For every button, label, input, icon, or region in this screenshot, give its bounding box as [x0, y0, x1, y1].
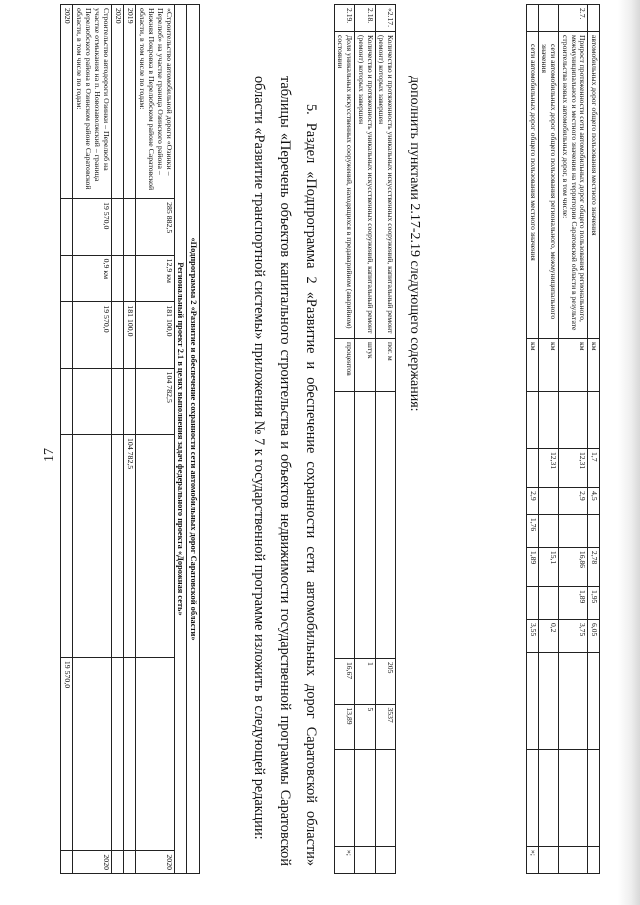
table-row: «2.17. Количество и протяженность уникальных искусственных сооружений, капитальный ремонт (ремонт) которых завершен пог. м 205 3537 [375, 5, 395, 874]
new-indicators-table [334, 4, 396, 874]
table-row: 2.7. Прирост протяженности сети автомобильных дорог общего пользования регионального, межмуниципального и местного значения на территории Саратовской области в результате строительства новых автомобильных дорог, в том числе: км 12,31 2,9 16,86 1,89 3,75 [559, 5, 588, 874]
scan-edge [618, 0, 640, 905]
lead-text: дополнить пунктами 2.17-2.19 следующего содержания: [407, 76, 422, 412]
rotated-content [8, 0, 620, 890]
body-paragraph: 5. Раздел «Подпрограмма 2 «Развитие и обеспечение сохранности сети автомобильных дорог Саратовской области» таблицы «Перечень объектов капитального строительства и объектов недвижимости государственной программы Саратовской области «Развитие транспортной системы» приложения № 7 к государственной программе изложить в следующей редакции: [251, 76, 319, 866]
table-row: 2.18. Количество и протяженность уникальных искусственных сооружений, капитальный ремонт (ремонт) которых завершен штук 1 5 [355, 5, 375, 874]
table-row: 2019 181 100,0 104 782,5 [123, 5, 135, 874]
table-row: сети автомобильных дорог общего пользования регионального, межмуниципального значения км 12,31 15,1 0,2 [538, 5, 558, 874]
table-header: Региональный проект 2.1 в целях выполнения задач федерального проекта «Дорожная сеть» [174, 5, 187, 874]
objects-table [60, 4, 200, 874]
table-row: «Строительство автомобильной дороги «Озинки – Перелюб» на участке граница Озинского района – Нижняя Покровка в Перелюбском районе Саратовской области, в том числе по годам: 285 882,5 12,9 км 181 100,0 104 782,5 2020 [135, 5, 174, 874]
table-header: «Подпрограмма 2 «Развитие и обеспечение сохранности сети автомобильных дорог Саратовской области» [187, 5, 200, 874]
table-row: 2.19. Доля уникальных искусственных сооружений, находящихся в предаварийном (аварийном) состоянии процентов 16,67 13,89 »; [334, 5, 354, 874]
page-number: 17 [42, 448, 57, 462]
indicator-table [526, 4, 600, 874]
table-row: 2020 19 570,0 [61, 5, 73, 874]
table-row: 2020 [111, 5, 123, 874]
table-row: сети автомобильных дорог общего пользования местного значения км 2,9 1,76 1,89 3,55 »; [526, 5, 538, 874]
table-row: Строительство автодороги Озинки – Перелюб на участке отмыкания на п. Новозаволжский – граница Перелюбского района в Озинском районе Саратовской области, в том числе по годам: 19 570,0 0,9 км 19 570,0 2020 [73, 5, 112, 874]
table-row: автомобильных дорог общего пользования местного значения км 1,7 4,5 2,78 1,95 6,05 [588, 5, 600, 874]
